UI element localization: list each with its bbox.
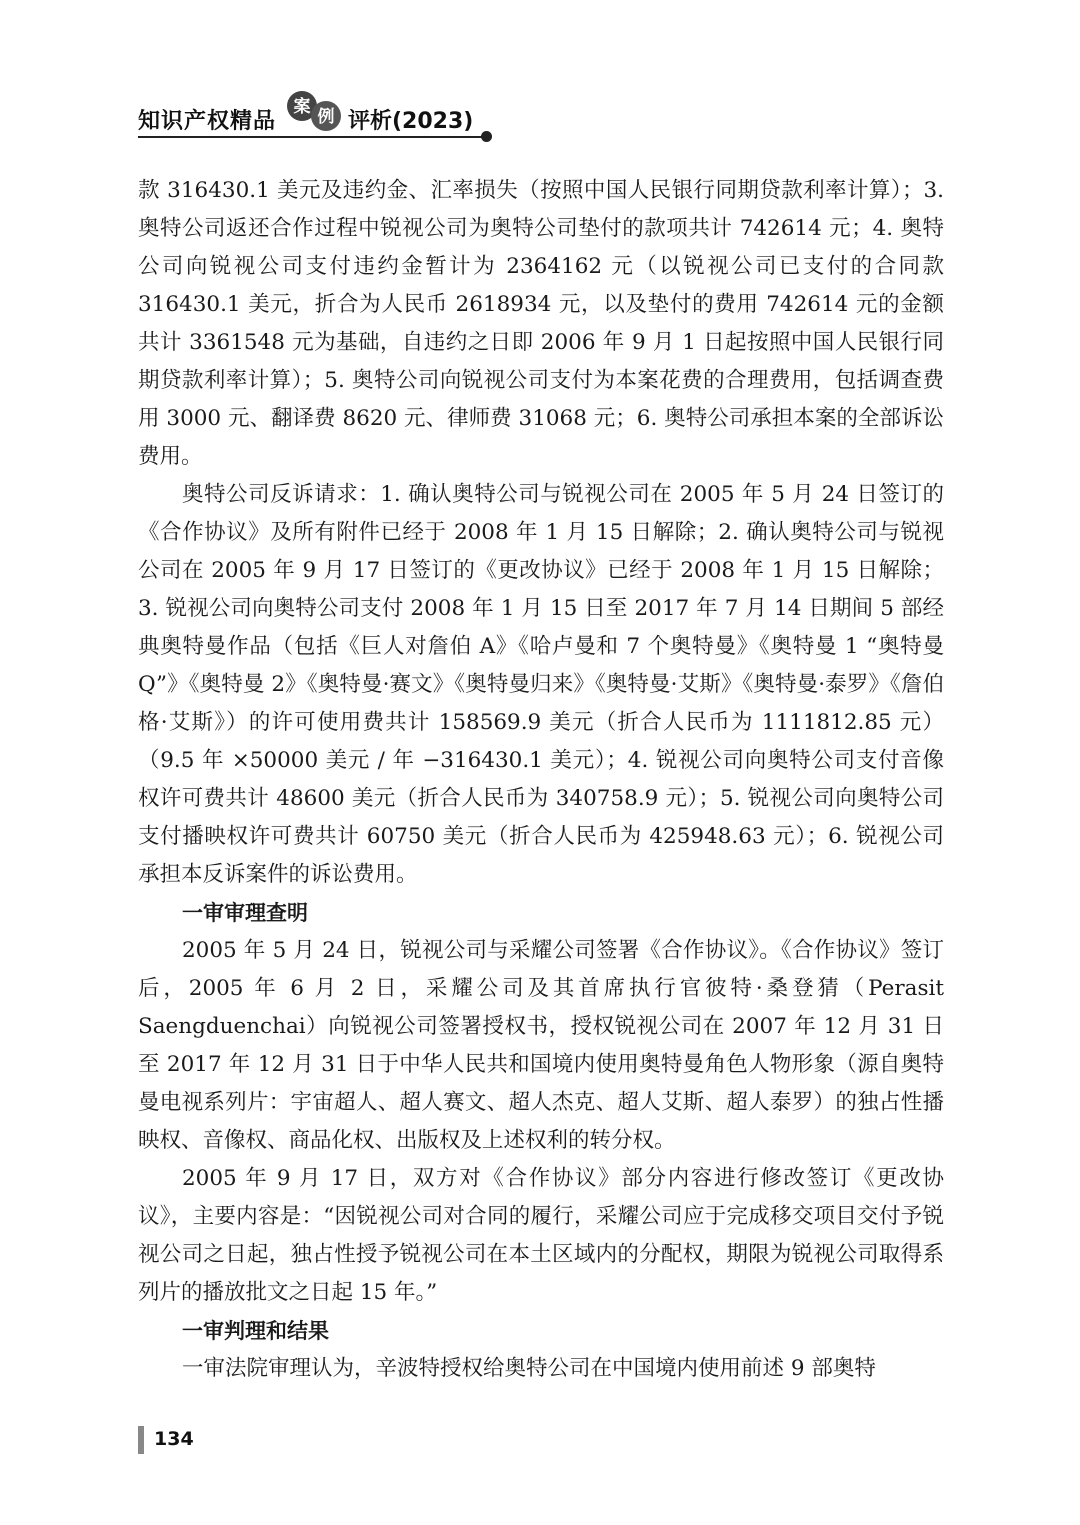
body-paragraph: 2005 年 5 月 24 日，锐视公司与采耀公司签署《合作协议》。《合作协议》签订后，2005 年 6 月 2 日，采耀公司及其首席执行官彼特·桑登猜（Perasit Saengduenchai）向锐视公司签署授权书，授权锐视公司在 2007 年 12 月 31 日至 2017 年 12 月 31 日于中华人民共和国境内使用奥特曼角色人物形象（源自奥特曼电视系列片：宇宙超人、超人赛文、超人杰克、超人艾斯、超人泰罗）的独占性播映权、音像权、商品化权、出版权及上述权利的转分权。	[138, 938, 944, 1153]
body-paragraph: 一审法院审理认为，辛波特授权给奥特公司在中国境内使用前述 9 部奥特	[182, 1356, 876, 1381]
running-header	[138, 82, 498, 142]
header-title-right: 评析(2023)	[348, 109, 474, 134]
footer-bar	[138, 1426, 144, 1454]
body-paragraph: 款 316430.1 美元及违约金、汇率损失（按照中国人民银行同期贷款利率计算）；3. 奥特公司返还合作过程中锐视公司为奥特公司垫付的款项共计 742614 元；4. 奥特公司向锐视公司支付违约金暂计为 2364162 元（以锐视公司已支付的合同款 316430.1 美元，折合为人民币 2618934 元，以及垫付的费用 742614 元的金额共计 3361548 元为基础，自违约之日即 2006 年 9 月 1 日起按照中国人民银行同期贷款利率计算）；5. 奥特公司向锐视公司支付为本案花费的合理费用，包括调查费用 3000 元、翻译费 8620 元、律师费 31068 元；6. 奥特公司承担本案的全部诉讼费用。	[138, 178, 944, 469]
seal-char-1: 案	[293, 97, 311, 117]
page-number: 134	[154, 1428, 194, 1450]
header-rule	[138, 136, 483, 138]
section-heading: 一审审理查明	[182, 901, 308, 925]
body-paragraph: 2005 年 9 月 17 日，双方对《合作协议》部分内容进行修改签订《更改协议》，主要内容是：“因锐视公司对合同的履行，采耀公司应于完成移交项目交付予锐视公司之日起，独占性授予锐视公司在本土区域内的分配权，期限为锐视公司取得系列片的播放批文之日起 15 年。”	[138, 1166, 944, 1305]
page-body	[138, 172, 944, 1388]
case-seal-icon	[286, 86, 344, 134]
header-title-left: 知识产权精品	[138, 109, 277, 134]
header-rule-dot	[481, 131, 492, 142]
body-paragraph: 奥特公司反诉请求：1. 确认奥特公司与锐视公司在 2005 年 5 月 24 日签订的《合作协议》及所有附件已经于 2008 年 1 月 15 日解除；2. 确认奥特公司与锐视公司在 2005 年 9 月 17 日签订的《更改协议》已经于 2008 年 1 月 15 日解除；3. 锐视公司向奥特公司支付 2008 年 1 月 15 日至 2017 年 7 月 14 日期间 5 部经典奥特曼作品（包括《巨人对詹伯 A》《哈卢曼和 7 个奥特曼》《奥特曼 1 “奥特曼 Q”》《奥特曼 2》《奥特曼·赛文》《奥特曼归来》《奥特曼·艾斯》《奥特曼·泰罗》《詹伯格·艾斯》）的许可使用费共计 158569.9 美元（折合人民币为 1111812.85 元）（9.5 年 ×50000 美元 / 年 −316430.1 美元）；4. 锐视公司向奥特公司支付音像权许可费共计 48600 美元（折合人民币为 340758.9 元）；5. 锐视公司向奥特公司支付播映权许可费共计 60750 美元（折合人民币为 425948.63 元）；6. 锐视公司承担本反诉案件的诉讼费用。	[138, 482, 944, 887]
seal-char-2: 例	[317, 107, 335, 127]
section-heading: 一审判理和结果	[182, 1319, 329, 1343]
